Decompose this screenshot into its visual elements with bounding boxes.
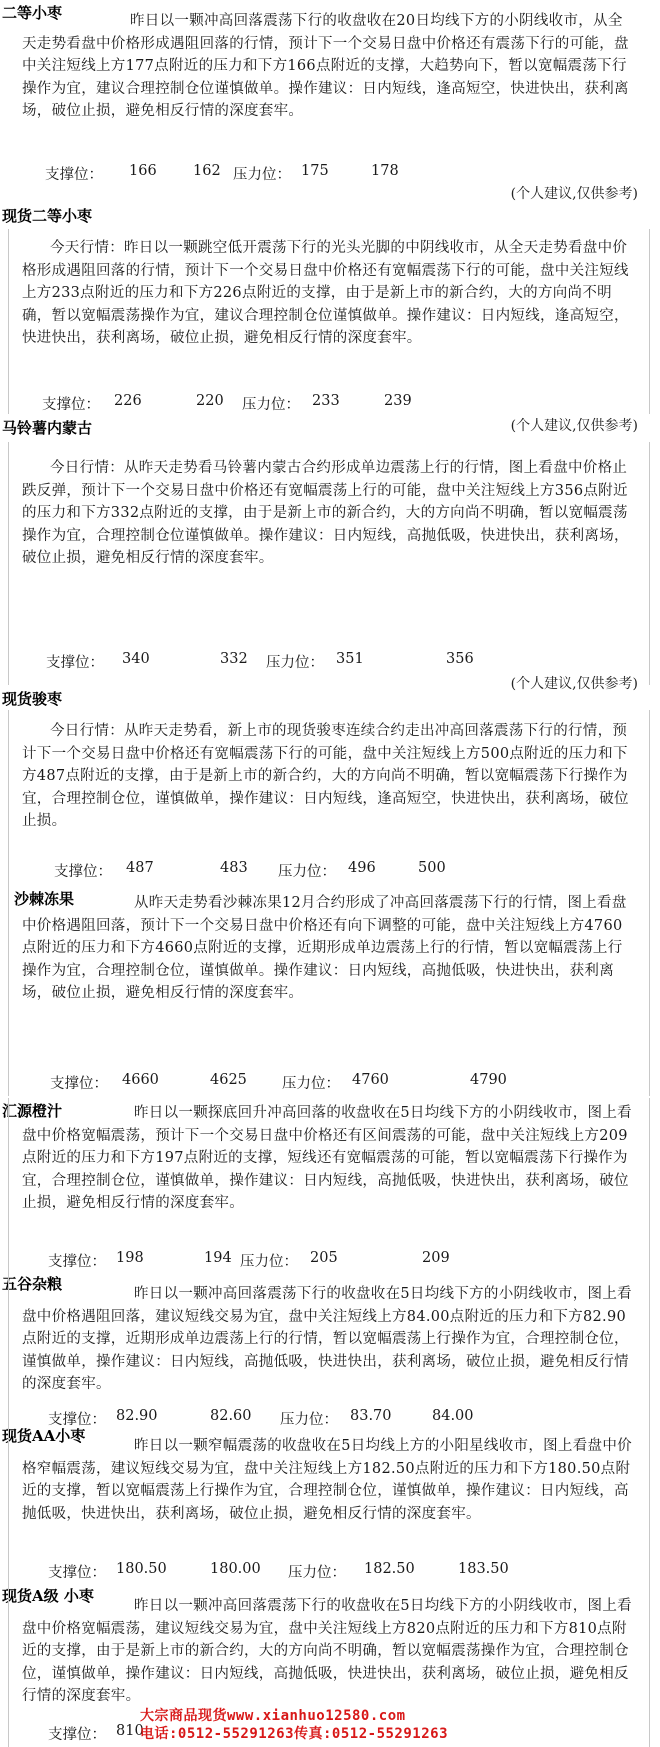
commodity-section-huiyuan-chengzhi xyxy=(0,1098,660,1273)
support-2: 82.60 xyxy=(210,1408,252,1424)
pressure-1: 233 xyxy=(312,393,340,409)
section-body: 从昨天走势看沙棘冻果12月合约形成了冲高回落震荡下行的行情，图上看盘中价格遇阻回落，预计下一个交易日盘中价格还有向下调整的可能，盘中关注短线上方4760点附近的压力和下方4660点附近的支撑，近期形成单边震荡上行的行情，暂以宽幅震荡上行操作为宜，合理控制仓位，谨慎做单。操作建议：日内短线，高抛低吸，快进快出，获利离场，破位止损，避免相反行情的深度套牢。 xyxy=(22,895,627,1001)
section-body: 昨日以一颗窄幅震荡的收盘收在5日均线上方的小阳星线收市，图上看盘中价格窄幅震荡，建议短线交易为宜，盘中关注短线上方182.50点附近的压力和下方180.50点附近的支撑，暂以宽幅震荡上行操作为宜，合理控制仓位，谨慎做单，操作建议：日内短线，高抛低吸，快进快出，获利离场，破位止损，避免相反行情的深度套牢。 xyxy=(22,1438,632,1522)
pressure-2: 178 xyxy=(371,163,399,179)
support-1: 198 xyxy=(116,1250,144,1266)
support-1: 166 xyxy=(129,163,157,179)
footer-phone-line: 电话:0512-55291263传真:0512-55291263 xyxy=(140,1726,449,1742)
price-levels xyxy=(42,393,642,413)
section-title: 马铃薯内蒙古 xyxy=(2,419,93,437)
support-label: 支撑位： xyxy=(48,1254,106,1270)
commodity-section-wugu-zaliang xyxy=(0,1273,660,1428)
site-contact-footer xyxy=(140,1707,640,1743)
pressure-2: 84.00 xyxy=(432,1408,474,1424)
price-levels xyxy=(54,860,654,880)
support-label: 支撑位： xyxy=(46,655,104,671)
support-label: 支撑位： xyxy=(48,1565,106,1581)
section-title: 现货骏枣 xyxy=(2,690,63,708)
support-2: 194 xyxy=(204,1250,232,1266)
support-1: 487 xyxy=(126,860,154,876)
section-body: 今日行情：从昨天走势看马铃薯内蒙古合约形成单边震荡上行的行情，图上看盘中价格止跌反弹，预计下一个交易日盘中价格还有宽幅震荡上行的可能，盘中关注短线上方356点附近的压力和下方332点附近的支撑，由于是新上市的新合约，大的方向尚不明确，暂以宽幅震荡操作为宜，合理控制仓位谨慎做单。操作建议：日内短线，高抛低吸，快进快出，获利离场，破位止损，避免相反行情的深度套牢。 xyxy=(22,460,629,566)
price-levels xyxy=(50,1072,650,1092)
support-1: 340 xyxy=(122,651,150,667)
commodity-section-shaji-dongguo xyxy=(0,888,660,1098)
footer-site-line: 大宗商品现货www.xianhuo12580.com xyxy=(140,1708,406,1724)
section-title: 五谷杂粮 xyxy=(2,1275,63,1293)
support-2: 220 xyxy=(196,393,224,409)
commodity-section-xianhuo-a-xiaozao xyxy=(0,1583,660,1747)
price-levels xyxy=(45,163,645,183)
support-1: 4660 xyxy=(122,1072,159,1088)
commodity-section-xianhuo-erdeng-xiaozao xyxy=(0,205,660,415)
support-2: 162 xyxy=(193,163,221,179)
support-1: 226 xyxy=(114,393,142,409)
price-levels xyxy=(46,651,646,671)
pressure-label: 压力位： xyxy=(280,1412,338,1428)
pressure-1: 4760 xyxy=(352,1072,389,1088)
pressure-1: 496 xyxy=(348,860,376,876)
pressure-1: 175 xyxy=(301,163,329,179)
pressure-label: 压力位： xyxy=(266,655,324,671)
support-2: 180.00 xyxy=(210,1561,261,1577)
section-body: 昨日以一颗冲高回落震荡下行的收盘收在20日均线下方的小阴线收市，从全天走势看盘中价格形成遇阻回落的行情，预计下一个交易日盘中价格还有震荡下行的可能，盘中关注短线上方177点附近的压力和下方166点附近的支撑，大趋势向下，暂以宽幅震荡下行操作为宜，建议合理控制仓位谨慎做单。操作建议：日内短线，逢高短空，快进快出，获利离场，破位止损，避免相反行情的深度套牢。 xyxy=(22,13,629,119)
disclaimer-note: (个人建议,仅供参考) xyxy=(510,676,638,692)
price-levels xyxy=(48,1250,648,1270)
support-1: 82.90 xyxy=(116,1408,158,1424)
commodity-section-xianhuo-aa-xiaozao xyxy=(0,1423,660,1583)
section-body: 今日行情：从昨天走势看，新上市的现货骏枣连续合约走出冲高回落震荡下行的行情，预计下一个交易日盘中价格还有宽幅震荡下行的可能，盘中关注短线上方500点附近的压力和下方487点附近的支撑，由于是新上市的新合约，大的方向尚不明确，暂以宽幅震荡下行操作为宜，合理控制仓位，谨慎做单，操作建议：日内短线，逢高短空，快进快出，获利离场，破位止损。 xyxy=(22,723,629,829)
pressure-2: 183.50 xyxy=(458,1561,509,1577)
pressure-2: 356 xyxy=(446,651,474,667)
commodity-section-malingshu xyxy=(0,415,660,692)
disclaimer-note: (个人建议,仅供参考) xyxy=(510,186,638,202)
section-title: 现货A级 小枣 xyxy=(2,1587,94,1605)
support-label: 支撑位： xyxy=(45,167,103,183)
section-body: 昨日以一颗冲高回落震荡下行的收盘收在5日均线下方的小阴线收市，图上看盘中价格宽幅震荡，建议短线交易为宜，盘中关注短线上方820点附近的压力和下方810点附近的支撑，由于是新上市的新合约，大的方向尚不明确，暂以宽幅震荡操作为宜，合理控制仓位，谨慎做单，操作建议：日内短线，高抛低吸，快进快出，获利离场，破位止损，避免相反行情的深度套牢。 xyxy=(22,1598,632,1704)
section-title: 二等小枣 xyxy=(2,4,63,22)
support-1: 810 xyxy=(116,1723,144,1739)
pressure-label: 压力位： xyxy=(282,1076,340,1092)
section-title: 现货AA小枣 xyxy=(2,1427,86,1445)
commodity-section-xianhuo-junzao xyxy=(0,688,660,888)
support-2: 4625 xyxy=(210,1072,247,1088)
support-2: 332 xyxy=(220,651,248,667)
support-label: 支撑位： xyxy=(50,1076,108,1092)
section-body: 昨日以一颗探底回升冲高回落的收盘收在5日均线下方的小阴线收市，图上看盘中价格宽幅震荡，预计下一个交易日盘中价格还有区间震荡的可能，盘中关注短线上方209点附近的压力和下方197点附近的支撑，短线还有宽幅震荡的可能，暂以宽幅震荡下行操作为宜，合理控制仓位，谨慎做单，操作建议：日内短线，高抛低吸，快进快出，获利离场，破位止损，避免相反行情的深度套牢。 xyxy=(22,1105,632,1211)
pressure-label: 压力位： xyxy=(242,397,300,413)
support-label: 支撑位： xyxy=(54,864,112,880)
price-levels xyxy=(48,1561,648,1581)
pressure-2: 4790 xyxy=(470,1072,507,1088)
pressure-2: 209 xyxy=(422,1250,450,1266)
pressure-label: 压力位： xyxy=(278,864,336,880)
section-body: 今天行情：昨日以一颗跳空低开震荡下行的光头光脚的中阴线收市，从全天走势看盘中价格形成遇阻回落的行情，预计下一个交易日盘中价格还有宽幅震荡下行的可能，盘中关注短线上方233点附近的压力和下方226点附近的支撑，由于是新上市的新合约，大的方向尚不明确，暂以宽幅震荡操作为宜，建议合理控制仓位谨慎做单。操作建议：日内短线，逢高短空，快进快出，获利离场，破位止损，避免相反行情的深度套牢。 xyxy=(22,240,629,346)
pressure-2: 500 xyxy=(418,860,446,876)
disclaimer-note: (个人建议,仅供参考) xyxy=(510,418,638,434)
support-label: 支撑位： xyxy=(48,1412,106,1428)
support-label: 支撑位： xyxy=(42,397,100,413)
pressure-label: 压力位： xyxy=(288,1565,346,1581)
pressure-label: 压力位： xyxy=(240,1254,298,1270)
pressure-1: 83.70 xyxy=(350,1408,392,1424)
pressure-1: 182.50 xyxy=(364,1561,415,1577)
pressure-1: 205 xyxy=(310,1250,338,1266)
support-label: 支撑位： xyxy=(48,1727,106,1743)
pressure-1: 351 xyxy=(336,651,364,667)
commodity-section-erdeng-xiaozao xyxy=(0,0,660,205)
support-1: 180.50 xyxy=(116,1561,167,1577)
pressure-label: 压力位： xyxy=(233,167,291,183)
section-title: 沙棘冻果 xyxy=(14,890,75,908)
section-title: 汇源橙汁 xyxy=(2,1102,63,1120)
pressure-2: 239 xyxy=(384,393,412,409)
section-body: 昨日以一颗冲高回落震荡下行的收盘收在5日均线下方的小阴线收市，图上看盘中价格遇阻回落，建议短线交易为宜，盘中关注短线上方84.00点附近的压力和下方82.90点附近的支撑，近期形成单边震荡上行的行情，暂以宽幅震荡上行操作为宜，合理控制仓位，谨慎做单，操作建议：日内短线，高抛低吸，快进快出，获利离场，破位止损，避免相反行情的深度套牢。 xyxy=(22,1286,632,1392)
support-2: 483 xyxy=(220,860,248,876)
section-title: 现货二等小枣 xyxy=(2,207,93,225)
